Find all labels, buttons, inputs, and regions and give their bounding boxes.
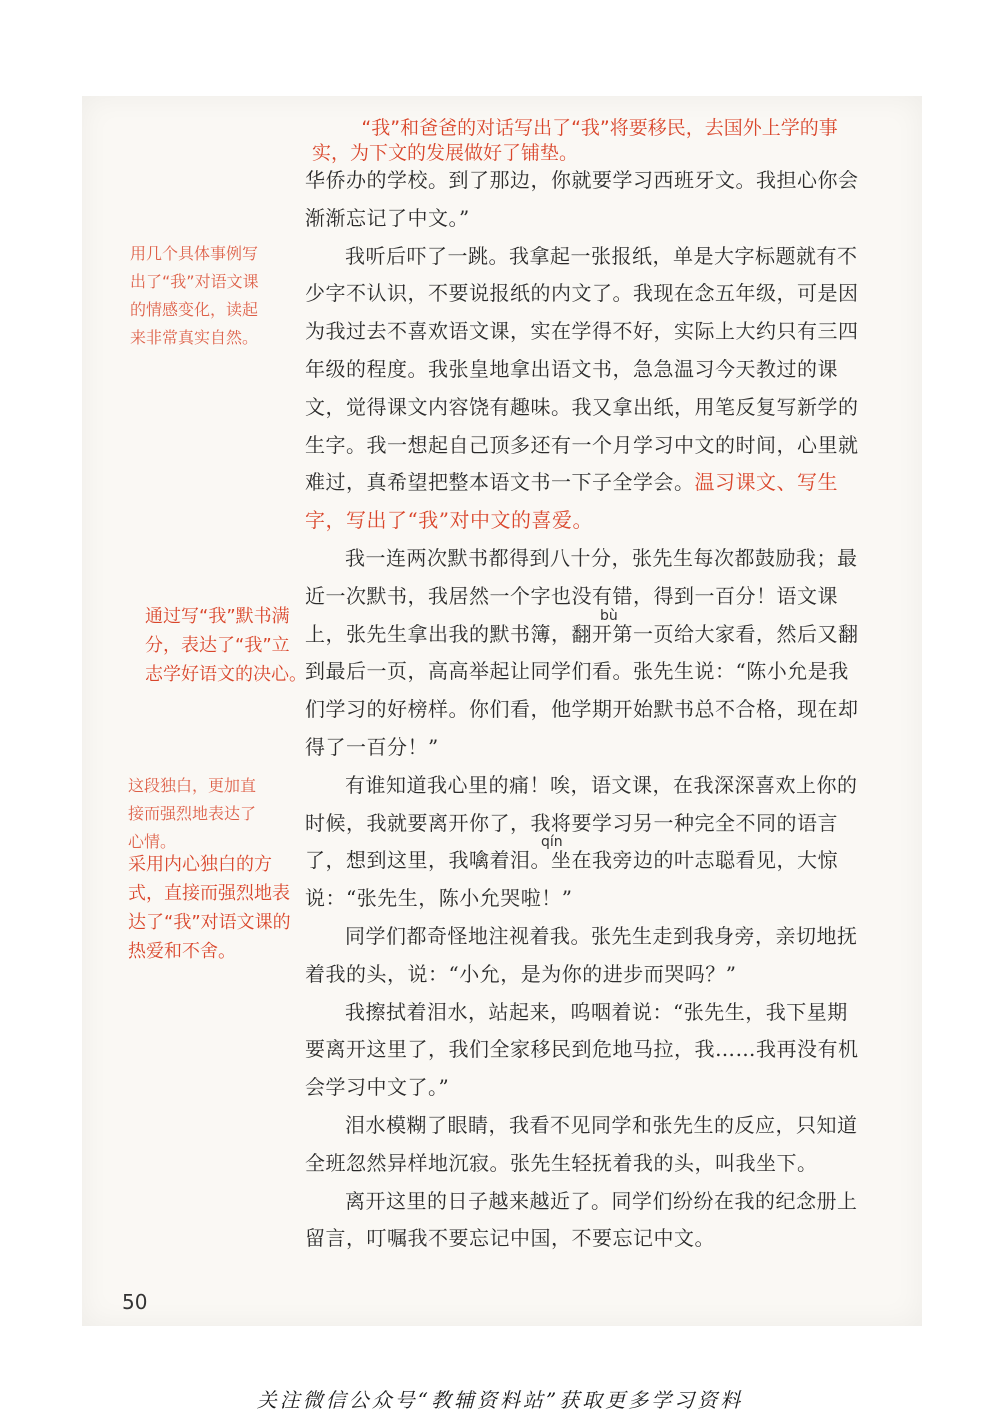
footer-banner: 关注微信公众号“教辅资料站”获取更多学习资料 [256,1388,744,1412]
paragraph-4: 有谁知道我心里的痛！唉，语文课，在我深深喜欢上你的时候，我就要离开你了，我将要学习另一种完全不同的语言了，想到这里，我噙着泪。坐在我旁边的叶志聪看见，大惊说：“张先生，陈小允哭啦！” [305,772,858,911]
top-annotation: “我”和爸爸的对话写出了“我”将要移民，去国外上学的事实，为下文的发展做好了铺垫。 [312,117,838,164]
margin-note-3: 这段独白，更加直接而强烈地表达了心情。 [128,776,257,851]
pinyin-bu: bù [600,608,618,624]
paragraph-6: 我擦拭着泪水，站起来，呜咽着说：“张先生，我下星期要离开这里了，我们全家移民到危地马拉，我……我再没有机会学习中文了。” [305,999,859,1100]
paragraph-1: 华侨办的学校。到了那边，你就要学习西班牙文。我担心你会渐渐忘记了中文。” [305,168,859,230]
body-text [305,162,860,1258]
paragraph-8: 离开这里的日子越来越近了。同学们纷纷在我的纪念册上留言，叮嘱我不要忘记中国，不要忘记中文。 [305,1188,858,1251]
paragraph-3: 我一连两次默书都得到八十分，张先生每次都鼓励我；最近一次默书，我居然一个字也没有错，得到一百分！语文课上，张先生拿出我的默书簿，翻开第一页给大家看，然后又翻到最后一页，高高举起让同学们看。张先生说：“陈小允是我们学习的好榜样。你们看，他学期开始默书总不合格，现在却得了一百分！” [305,545,859,759]
margin-note-4: 采用内心独白的方式，直接而强烈地表达了“我”对语文课的热爱和不舍。 [128,854,291,962]
margin-note-2: 通过写“我”默书满分，表达了“我”立志学好语文的决心。 [145,606,307,685]
inline-annotation: 温习课文、写生字，写出了“我”对中文的喜爱。 [305,470,838,533]
pinyin-qin: qín [541,834,563,850]
paragraph-7: 泪水模糊了眼睛，我看不见同学和张先生的反应，只知道全班忽然异样地沉寂。张先生轻抚着我的头，叫我坐下。 [305,1112,858,1175]
paragraph-2-text: 我听后吓了一跳。我拿起一张报纸，单是大字标题就有不少字不认识，不要说报纸的内文了。我现在念五年级，可是因为我过去不喜欢语文课，实在学得不好，实际上大约只有三四年级的程度。我张皇地拿出语文书，急急温习今天教过的课文，觉得课文内容饶有趣味。我又拿出纸，用笔反复写新学的生字。我一想起自己顶多还有一个月学习中文的时间，心里就难过，真希望把整本语文书一下子全学会。 [305,243,859,495]
paragraph-5: 同学们都奇怪地注视着我。张先生走到我身旁，亲切地抚着我的头，说：“小允，是为你的进步而哭吗？” [305,923,858,986]
page-number: 50 [122,1290,148,1314]
margin-note-1: 用几个具体事例写出了“我”对语文课的情感变化，读起来非常真实自然。 [130,244,259,347]
paragraph-2 [305,238,860,540]
